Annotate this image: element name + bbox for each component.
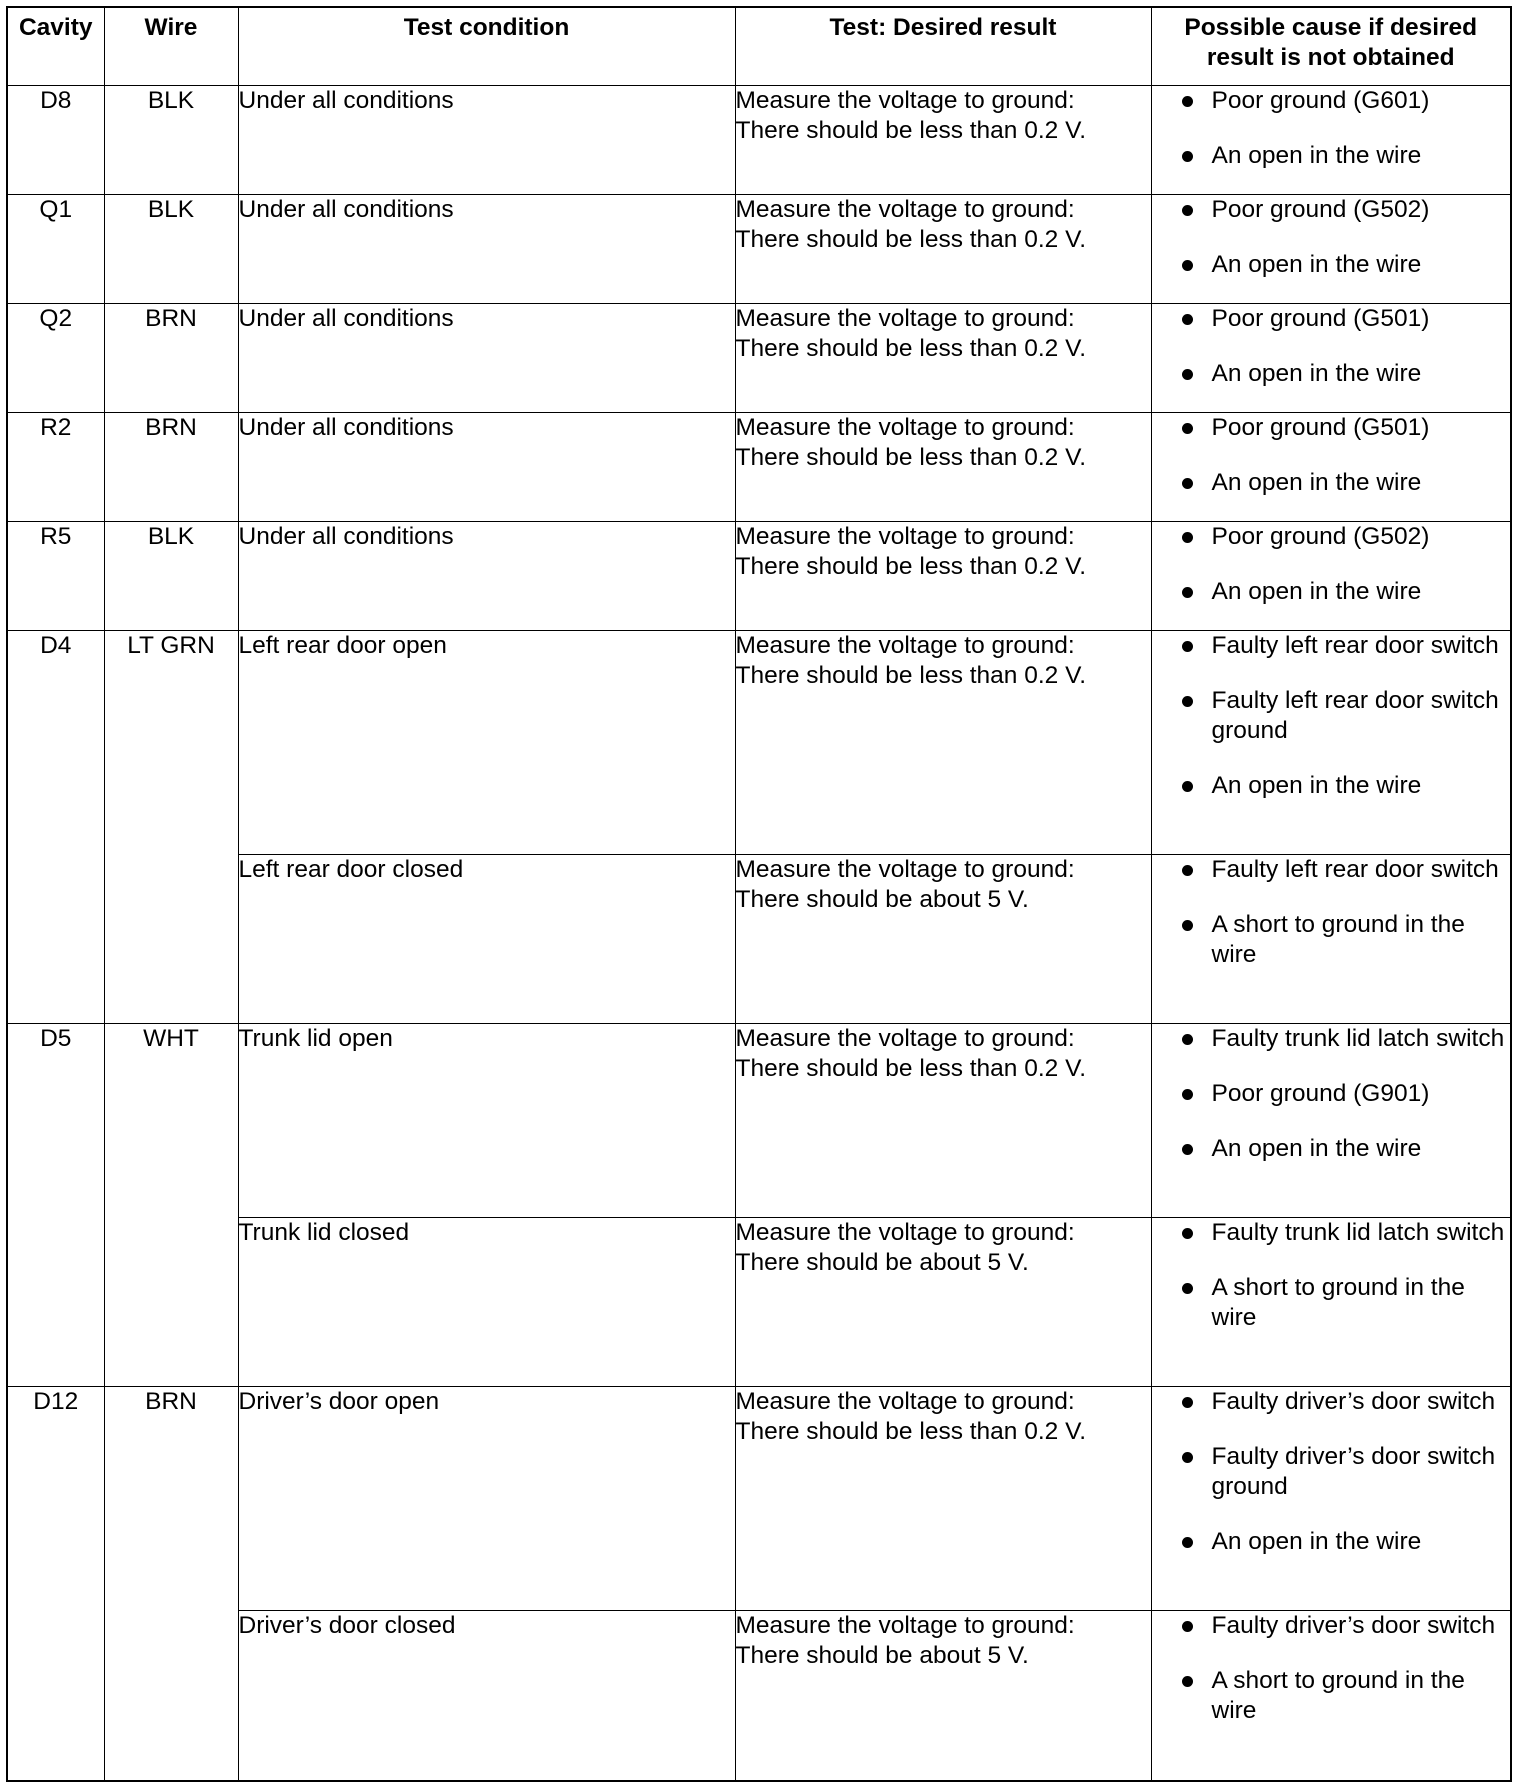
condition-cell: Under all conditions (238, 85, 735, 194)
bullet-icon (1182, 1089, 1193, 1100)
result-line: Measure the voltage to ground: (735, 304, 1075, 332)
cause-list (1152, 631, 1511, 801)
causes-cell (1151, 521, 1511, 630)
result-cell (735, 412, 1151, 521)
result-line: Measure the voltage to ground: (735, 86, 1075, 114)
bullet-icon (1182, 369, 1193, 380)
table-row (7, 630, 1511, 854)
bullet-icon (1182, 478, 1193, 489)
result-cell (735, 1386, 1151, 1610)
list-item: A short to ground in the wire (1152, 1273, 1511, 1333)
causes-cell (1151, 85, 1511, 194)
bullet-icon (1182, 423, 1193, 434)
cause-list (1152, 86, 1511, 171)
cause-list (1152, 855, 1511, 970)
wire-cell: BLK (104, 521, 238, 630)
result-cell (735, 1023, 1151, 1217)
bullet-icon (1182, 260, 1193, 271)
wire-cell: BRN (104, 1386, 238, 1781)
list-item: Poor ground (G601) (1152, 86, 1511, 116)
cause-list (1152, 195, 1511, 280)
list-item: Poor ground (G502) (1152, 195, 1511, 225)
bullet-icon (1182, 587, 1193, 598)
table-row (7, 194, 1511, 303)
bullet-icon (1182, 1228, 1193, 1239)
list-item: An open in the wire (1152, 1134, 1511, 1164)
bullet-icon (1182, 696, 1193, 707)
list-item: Poor ground (G502) (1152, 522, 1511, 552)
wire-cell: BLK (104, 194, 238, 303)
result-cell (735, 521, 1151, 630)
causes-cell (1151, 1386, 1511, 1610)
list-item: Faulty trunk lid latch switch (1152, 1218, 1511, 1248)
header-wire: Wire (104, 7, 238, 85)
table-row (7, 1386, 1511, 1610)
cause-list (1152, 522, 1511, 607)
cavity-cell: D5 (7, 1023, 104, 1386)
result-line: There should be about 5 V. (735, 885, 1029, 913)
wire-cell: BLK (104, 85, 238, 194)
list-item: Poor ground (G901) (1152, 1079, 1511, 1109)
condition-cell: Under all conditions (238, 194, 735, 303)
bullet-icon (1182, 532, 1193, 543)
condition-cell: Under all conditions (238, 412, 735, 521)
condition-cell: Trunk lid open (238, 1023, 735, 1217)
table-row (7, 303, 1511, 412)
list-item: Faulty left rear door switch ground (1152, 686, 1511, 746)
list-item: An open in the wire (1152, 250, 1511, 280)
cavity-cell: D8 (7, 85, 104, 194)
bullet-icon (1182, 1676, 1193, 1687)
result-line: Measure the voltage to ground: (735, 1024, 1075, 1052)
causes-cell (1151, 854, 1511, 1023)
table-header-row (7, 7, 1511, 85)
result-cell (735, 85, 1151, 194)
bullet-icon (1182, 1034, 1193, 1045)
list-item: Faulty driver’s door switch (1152, 1611, 1511, 1641)
list-item: Faulty left rear door switch (1152, 631, 1511, 661)
wire-cell: WHT (104, 1023, 238, 1386)
result-line: There should be less than 0.2 V. (735, 225, 1087, 253)
cavity-cell: R5 (7, 521, 104, 630)
result-line: There should be less than 0.2 V. (735, 116, 1087, 144)
result-line: Measure the voltage to ground: (735, 631, 1075, 659)
result-cell (735, 1610, 1151, 1781)
result-cell (735, 303, 1151, 412)
result-line: There should be less than 0.2 V. (735, 552, 1087, 580)
bullet-icon (1182, 641, 1193, 652)
connector-test-table (6, 6, 1512, 1782)
condition-cell: Trunk lid closed (238, 1217, 735, 1386)
cause-list (1152, 1218, 1511, 1333)
list-item: Poor ground (G501) (1152, 304, 1511, 334)
bullet-icon (1182, 96, 1193, 107)
cause-list (1152, 1387, 1511, 1557)
condition-cell: Left rear door open (238, 630, 735, 854)
cause-list (1152, 304, 1511, 389)
list-item: A short to ground in the wire (1152, 1666, 1511, 1726)
causes-cell (1151, 303, 1511, 412)
wire-cell: BRN (104, 412, 238, 521)
bullet-icon (1182, 1537, 1193, 1548)
list-item: An open in the wire (1152, 359, 1511, 389)
list-item: An open in the wire (1152, 141, 1511, 171)
bullet-icon (1182, 1397, 1193, 1408)
list-item: An open in the wire (1152, 771, 1511, 801)
bullet-icon (1182, 314, 1193, 325)
table-row (7, 521, 1511, 630)
list-item: Faulty driver’s door switch (1152, 1387, 1511, 1417)
condition-cell: Under all conditions (238, 303, 735, 412)
bullet-icon (1182, 1452, 1193, 1463)
bullet-icon (1182, 1283, 1193, 1294)
result-line: There should be less than 0.2 V. (735, 334, 1087, 362)
result-line: There should be about 5 V. (735, 1248, 1029, 1276)
header-possible-cause: Possible cause if desired result is not obtained (1151, 7, 1511, 85)
result-cell (735, 194, 1151, 303)
bullet-icon (1182, 151, 1193, 162)
result-line: There should be about 5 V. (735, 1641, 1029, 1669)
table-row (7, 85, 1511, 194)
bullet-icon (1182, 1621, 1193, 1632)
result-line: Measure the voltage to ground: (735, 1387, 1075, 1415)
header-desired-result: Test: Desired result (735, 7, 1151, 85)
list-item: Faulty left rear door switch (1152, 855, 1511, 885)
causes-cell (1151, 194, 1511, 303)
result-line: There should be less than 0.2 V. (735, 1417, 1087, 1445)
cavity-cell: D4 (7, 630, 104, 1023)
wire-cell: BRN (104, 303, 238, 412)
condition-cell: Driver’s door closed (238, 1610, 735, 1781)
result-line: Measure the voltage to ground: (735, 522, 1075, 550)
list-item: Faulty driver’s door switch ground (1152, 1442, 1511, 1502)
condition-cell: Left rear door closed (238, 854, 735, 1023)
cavity-cell: R2 (7, 412, 104, 521)
cavity-cell: Q2 (7, 303, 104, 412)
result-cell (735, 630, 1151, 854)
result-line: Measure the voltage to ground: (735, 413, 1075, 441)
cavity-cell: D12 (7, 1386, 104, 1781)
bullet-icon (1182, 781, 1193, 792)
table-row (7, 1023, 1511, 1217)
table-row (7, 412, 1511, 521)
result-cell (735, 1217, 1151, 1386)
list-item: An open in the wire (1152, 1527, 1511, 1557)
result-line: Measure the voltage to ground: (735, 1218, 1075, 1246)
result-line: There should be less than 0.2 V. (735, 1054, 1087, 1082)
causes-cell (1151, 1610, 1511, 1781)
list-item: An open in the wire (1152, 468, 1511, 498)
causes-cell (1151, 412, 1511, 521)
result-line: There should be less than 0.2 V. (735, 661, 1087, 689)
list-item: Faulty trunk lid latch switch (1152, 1024, 1511, 1054)
causes-cell (1151, 630, 1511, 854)
causes-cell (1151, 1217, 1511, 1386)
bullet-icon (1182, 1144, 1193, 1155)
bullet-icon (1182, 205, 1193, 216)
cause-list (1152, 1611, 1511, 1726)
cause-list (1152, 413, 1511, 498)
condition-cell: Under all conditions (238, 521, 735, 630)
cavity-cell: Q1 (7, 194, 104, 303)
result-line: Measure the voltage to ground: (735, 1611, 1075, 1639)
result-line: There should be less than 0.2 V. (735, 443, 1087, 471)
bullet-icon (1182, 920, 1193, 931)
condition-cell: Driver’s door open (238, 1386, 735, 1610)
result-line: Measure the voltage to ground: (735, 855, 1075, 883)
bullet-icon (1182, 865, 1193, 876)
result-cell (735, 854, 1151, 1023)
result-line: Measure the voltage to ground: (735, 195, 1075, 223)
cause-list (1152, 1024, 1511, 1164)
causes-cell (1151, 1023, 1511, 1217)
list-item: A short to ground in the wire (1152, 910, 1511, 970)
wire-cell: LT GRN (104, 630, 238, 1023)
list-item: An open in the wire (1152, 577, 1511, 607)
header-cavity: Cavity (7, 7, 104, 85)
list-item: Poor ground (G501) (1152, 413, 1511, 443)
header-test-condition: Test condition (238, 7, 735, 85)
